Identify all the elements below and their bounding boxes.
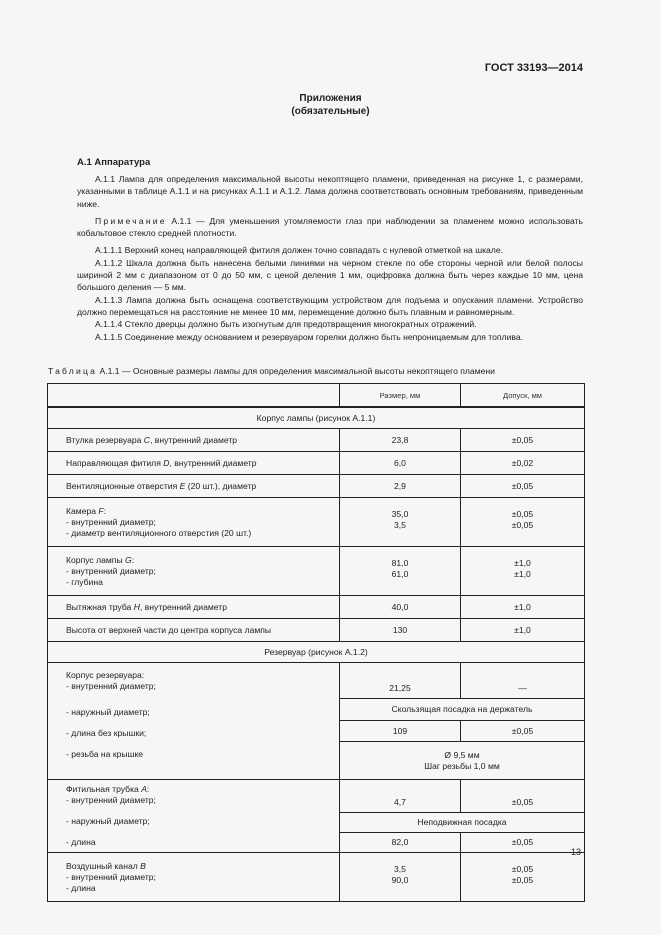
- table-caption-text: А.1.1 — Основные размеры лампы для определения максимальной высоты некоптящего пламени: [97, 366, 495, 376]
- table-header-row: [48, 384, 585, 408]
- header-cell-blank: [48, 384, 340, 408]
- table-row: [48, 663, 585, 699]
- standard-number: ГОСТ 33193—2014: [484, 62, 583, 74]
- row-label: Высота от верхней части до центра корпуса лампы: [48, 619, 340, 642]
- row-label: Вентиляционные отверстия E (20 шт.), диаметр: [48, 475, 340, 498]
- row-label: Камера F: - внутренний диаметр; - диаметр вентиляционного отверстия (20 шт.): [48, 498, 340, 547]
- row-size: 109: [340, 720, 461, 741]
- row-tolerance: ±0,05: [461, 720, 585, 741]
- row-tolerance: ±0,05: [461, 780, 585, 813]
- row-tolerance: ±0,05: [461, 833, 585, 853]
- row-tolerance: ±0,05: [461, 475, 585, 498]
- row-tolerance: —: [461, 663, 585, 699]
- row-size: 2,9: [340, 475, 461, 498]
- row-label: Воздушный канал B - внутренний диаметр; - длина: [48, 853, 340, 902]
- row-tolerance: ±1,0: [461, 596, 585, 619]
- row-tolerance: ±1,0 ±1,0: [461, 547, 585, 596]
- row-merged-value: Ø 9,5 мм Шаг резьбы 1,0 мм: [340, 742, 585, 780]
- row-size: 81,0 61,0: [340, 547, 461, 596]
- row-label: Фитильная трубка A: - внутренний диаметр; - наружный диаметр; - длина: [48, 780, 340, 853]
- dimensions-table: [47, 383, 585, 902]
- table-row: [48, 475, 585, 498]
- row-label: Корпус лампы G: - внутренний диаметр; - глубина: [48, 547, 340, 596]
- appendix-title: [0, 92, 661, 118]
- table-row: [48, 853, 585, 902]
- group-reservoir: Резервуар (рисунок А.1.2): [48, 642, 585, 663]
- row-size: 40,0: [340, 596, 461, 619]
- row-label: Вытяжная труба H, внутренний диаметр: [48, 596, 340, 619]
- header-cell-size: Размер, мм: [340, 384, 461, 408]
- note-text: А.1.1 — Для уменьшения утомляемости глаз при наблюдении за пламенем можно использовать кобальтовое стекло средней плотности.: [77, 215, 583, 239]
- row-size: 82,0: [340, 833, 461, 853]
- section-body: [77, 173, 583, 343]
- note-label: Примечание: [95, 215, 167, 226]
- appendix-heading: Приложения: [299, 93, 362, 104]
- row-size: 3,5 90,0: [340, 853, 461, 902]
- table-caption-label: Таблица: [48, 366, 98, 376]
- row-tolerance: ±0,05 ±0,05: [461, 853, 585, 902]
- row-merged-value: Неподвижная посадка: [340, 813, 585, 833]
- section-heading: А.1 Аппаратура: [77, 157, 151, 168]
- row-size: 35,0 3,5: [340, 498, 461, 547]
- group-row: [48, 642, 585, 663]
- table-row: [48, 619, 585, 642]
- row-size: 23,8: [340, 429, 461, 452]
- table-row: [48, 547, 585, 596]
- row-size: 6,0: [340, 452, 461, 475]
- clause: А.1.1.5 Соединение между основанием и резервуаром горелки должно быть непроницаемым для топлива.: [95, 331, 524, 342]
- paragraph: А.1.1 Лампа для определения максимальной высоты некоптящего пламени, приведенная на рисунке 1, с размерами, указанными в таблице А.1.1 и на рисунках А.1.1 и А.1.2. Лама должна соответствовать основным требованиям, приведенным ниже.: [77, 174, 583, 209]
- row-tolerance: ±1,0: [461, 619, 585, 642]
- row-tolerance: ±0,02: [461, 452, 585, 475]
- row-label: Направляющая фитиля D, внутренний диаметр: [48, 452, 340, 475]
- header-cell-tolerance: Допуск, мм: [461, 384, 585, 408]
- row-size: 21,25: [340, 663, 461, 699]
- row-label: Корпус резервуара: - внутренний диаметр; - наружный диаметр; - длина без крышки; - резьба на крышке: [48, 663, 340, 780]
- row-size: 4,7: [340, 780, 461, 813]
- note: [77, 215, 583, 240]
- clause: А.1.1.1 Верхний конец направляющей фитиля должен точно совпадать с нулевой отметкой на шкале.: [95, 245, 503, 256]
- row-label: Втулка резервуара C, внутренний диаметр: [48, 429, 340, 452]
- clause: А.1.1.2 Шкала должна быть нанесена белыми линиями на черном стекле по обе стороны черной или белой полосы шириной 2 мм с диапазоном от 0 до 50 мм, с ценой деления 1 мм, оцифровка должна быть через каждые 10 мм, цена большого деления — 5 мм.: [77, 257, 583, 293]
- group-row: [48, 407, 585, 429]
- table-row: [48, 780, 585, 813]
- clause: А.1.1.4 Стекло дверцы должно быть изогнутым для предотвращения многократных отражений.: [95, 319, 477, 330]
- table-row: [48, 429, 585, 452]
- table-row: [48, 596, 585, 619]
- row-merged-value: Скользящая посадка на держатель: [340, 699, 585, 720]
- appendix-subheading: (обязательные): [291, 106, 370, 117]
- clause: А.1.1.3 Лампа должна быть оснащена соответствующим устройством для подъема и опускания пламени. Устройство должно перемещаться на расстояние не менее 10 мм, перемещение должно быть плавным и равномерным.: [77, 294, 583, 317]
- row-tolerance: ±0,05: [461, 429, 585, 452]
- group-lamp-body: Корпус лампы (рисунок А.1.1): [48, 407, 585, 429]
- table-caption: [48, 366, 495, 376]
- page-number: 13: [571, 847, 582, 857]
- row-size: 130: [340, 619, 461, 642]
- table-row: [48, 452, 585, 475]
- table-row: [48, 498, 585, 547]
- row-tolerance: ±0,05 ±0,05: [461, 498, 585, 547]
